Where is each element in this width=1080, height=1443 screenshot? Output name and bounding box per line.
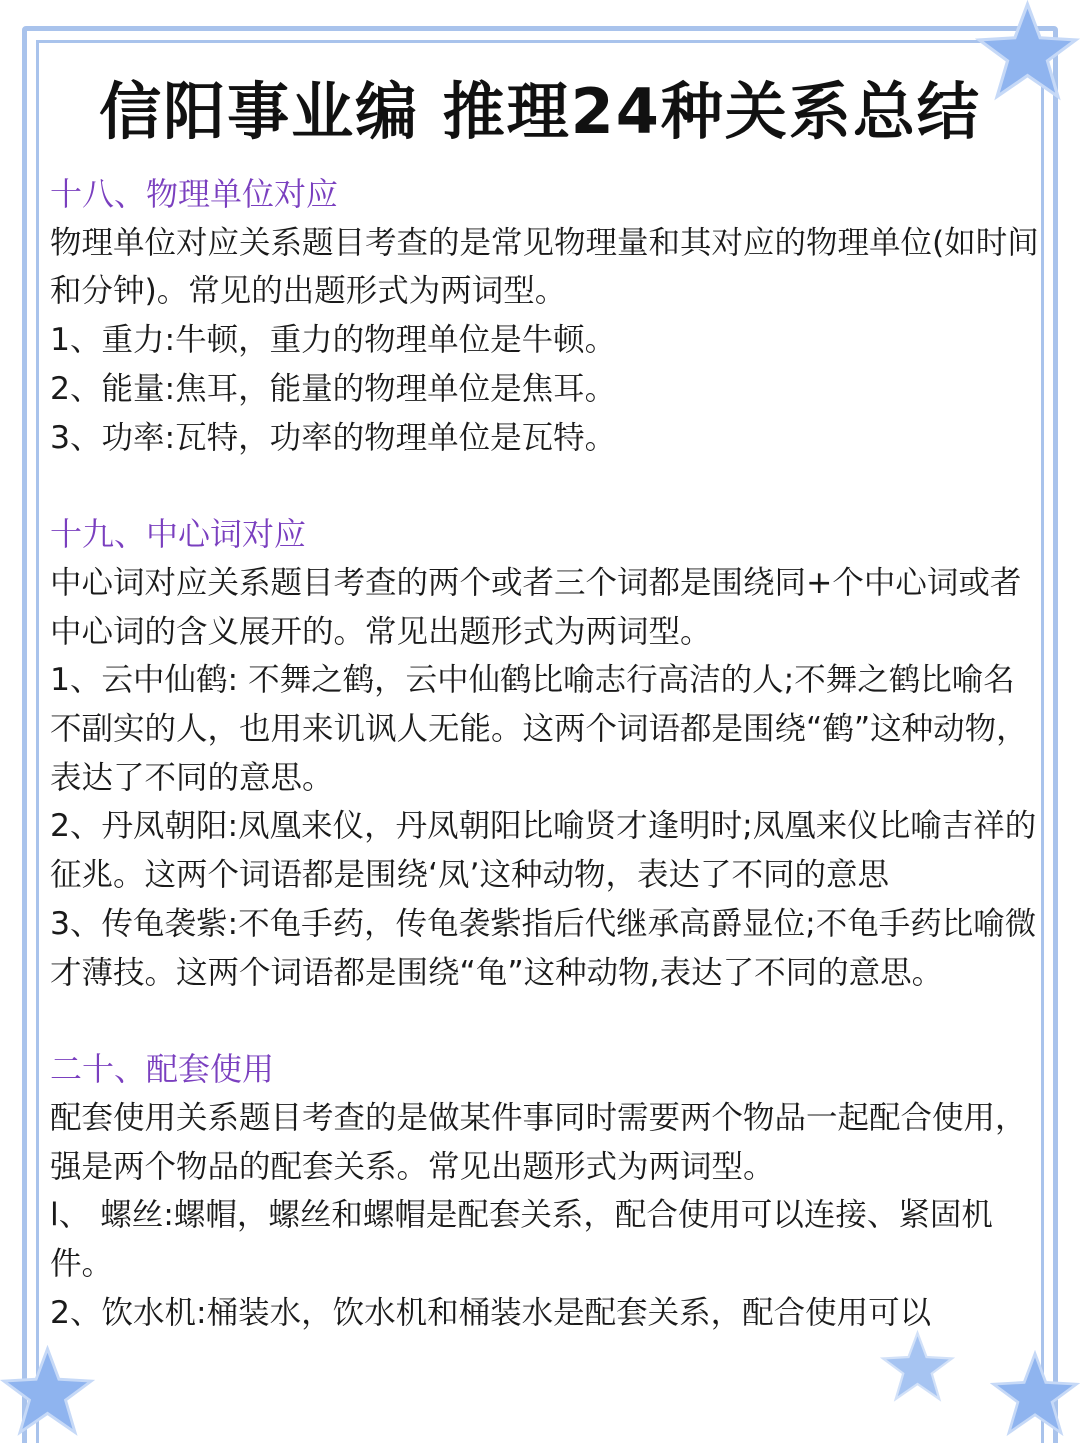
list-item: 2、饮水机:桶装水，饮水机和桶装水是配套关系，配合使用可以 bbox=[50, 1294, 932, 1331]
section-intro: 物理单位对应关系题目考查的是常见物理量和其对应的物理单位(如时间和分钟)。常见的出题形式为两词型。 bbox=[50, 224, 1039, 310]
section-intro: 中心词对应关系题目考查的两个或者三个词都是围绕同+个中心词或者中心词的含义展开的。常见出题形式为两词型。 bbox=[50, 564, 1022, 650]
star-icon bbox=[880, 1330, 955, 1405]
list-item: l、 螺丝:螺帽，螺丝和螺帽是配套关系，配合使用可以连接、紧固机件。 bbox=[50, 1197, 993, 1283]
page-title: 信阳事业编 推理24种关系总结 bbox=[99, 75, 981, 148]
star-icon bbox=[990, 1350, 1080, 1440]
list-item: 3、传龟袭紫:不龟手药，传龟袭紫指后代继承高爵显位;不龟手药比喻微才薄技。这两个词语都是围绕“龟”这种动物,表达了不同的意思。 bbox=[50, 905, 1037, 991]
section-19 bbox=[50, 510, 1040, 997]
section-heading: 二十、配套使用 bbox=[50, 1050, 275, 1089]
section-heading: 十九、中心词对应 bbox=[50, 515, 307, 554]
section-intro: 配套使用关系题目考查的是做某件事同时需要两个物品一起配合使用，强是两个物品的配套关系。常见出题形式为两词型。 bbox=[50, 1099, 1027, 1185]
section-20 bbox=[50, 1045, 1040, 1337]
list-item: 1、重力:牛顿，重力的物理单位是牛顿。 bbox=[50, 322, 617, 359]
star-icon bbox=[0, 1345, 95, 1440]
section-heading: 十八、物理单位对应 bbox=[50, 175, 339, 213]
list-item: 1、云中仙鹤: 不舞之鹤，云中仙鹤比喻志行高洁的人;不舞之鹤比喻名不副实的人，也用来讥讽人无能。这两个词语都是围绕“鹤”这种动物，表达了不同的意思。 bbox=[50, 662, 1028, 796]
document-body bbox=[50, 170, 1040, 1337]
section-18 bbox=[50, 170, 1040, 462]
list-item: 2、能量:焦耳，能量的物理单位是焦耳。 bbox=[50, 370, 617, 407]
section-spacer bbox=[50, 997, 1040, 1045]
list-item: 3、功率:瓦特，功率的物理单位是瓦特。 bbox=[50, 419, 617, 456]
section-spacer bbox=[50, 462, 1040, 510]
list-item: 2、丹凤朝阳:凤凰来仪，丹凤朝阳比喻贤才逢明时;凤凰来仪比喻吉祥的征兆。这两个词语都是围绕‘凤’这种动物，表达了不同的意思 bbox=[50, 808, 1037, 894]
